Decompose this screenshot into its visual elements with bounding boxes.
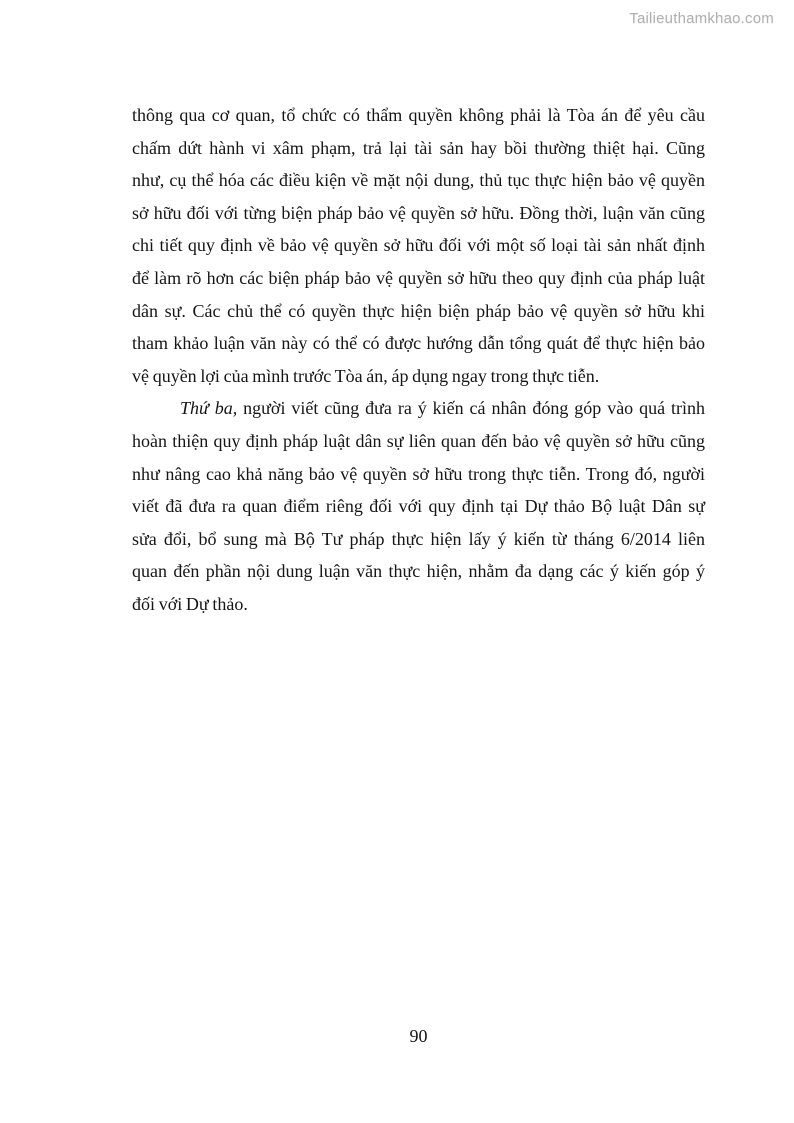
text-line: thông qua cơ quan, tổ chức có thẩm quyền không phải là Tòa án để yêu cầu: [132, 105, 705, 125]
text-line: đối với Dự thảo.: [132, 593, 248, 614]
text-line: sửa đổi, bổ sung mà Bộ Tư pháp thực hiện lấy ý kiến từ tháng 6/2014 liên: [132, 528, 705, 549]
text-line: quan đến phần nội dung luận văn thực hiện, nhằm đa dạng các ý kiến góp ý: [132, 561, 705, 582]
text-line: để làm rõ hơn các biện pháp bảo vệ quyền sở hữu theo quy định của pháp luật: [132, 267, 705, 288]
text-line: sở hữu đối với từng biện pháp bảo vệ quyền sở hữu. Đồng thời, luận văn cũng: [132, 202, 705, 223]
watermark: Tailieuthamkhao.com: [629, 10, 774, 27]
page-number: 90: [409, 1026, 428, 1046]
italic-lead-text: Thứ ba,: [180, 398, 238, 419]
paragraph: [132, 392, 705, 620]
text-line: vệ quyền lợi của mình trước Tòa án, áp dụng ngay trong thực tiễn.: [132, 365, 600, 386]
text-line: tham khảo luận văn này có thể có được hướng dẫn tổng quát để thực hiện bảo: [132, 333, 705, 354]
text-line: chi tiết quy định về bảo vệ quyền sở hữu đối với một số loại tài sản nhất định: [132, 235, 705, 256]
text-line: [132, 392, 705, 425]
text-line: như, cụ thể hóa các điều kiện về mặt nội dung, thủ tục thực hiện bảo vệ quyền: [132, 170, 705, 191]
text-line: hoàn thiện quy định pháp luật dân sự liên quan đến bảo vệ quyền sở hữu cũng: [132, 430, 705, 451]
text-line: dân sự. Các chủ thể có quyền thực hiện biện pháp bảo vệ quyền sở hữu khi: [132, 300, 705, 321]
paragraph: [132, 99, 705, 392]
text-line-rest: người viết cũng đưa ra ý kiến cá nhân đóng góp vào quá trình: [237, 398, 706, 419]
text-line: viết đã đưa ra quan điểm riêng đối với quy định tại Dự thảo Bộ luật Dân sự: [132, 496, 705, 517]
page-body-text: [132, 99, 705, 621]
text-line: chấm dứt hành vi xâm phạm, trả lại tài sản hay bồi thường thiệt hại. Cũng: [132, 137, 705, 158]
text-line: như nâng cao khả năng bảo vệ quyền sở hữu trong thực tiễn. Trong đó, người: [132, 463, 705, 484]
